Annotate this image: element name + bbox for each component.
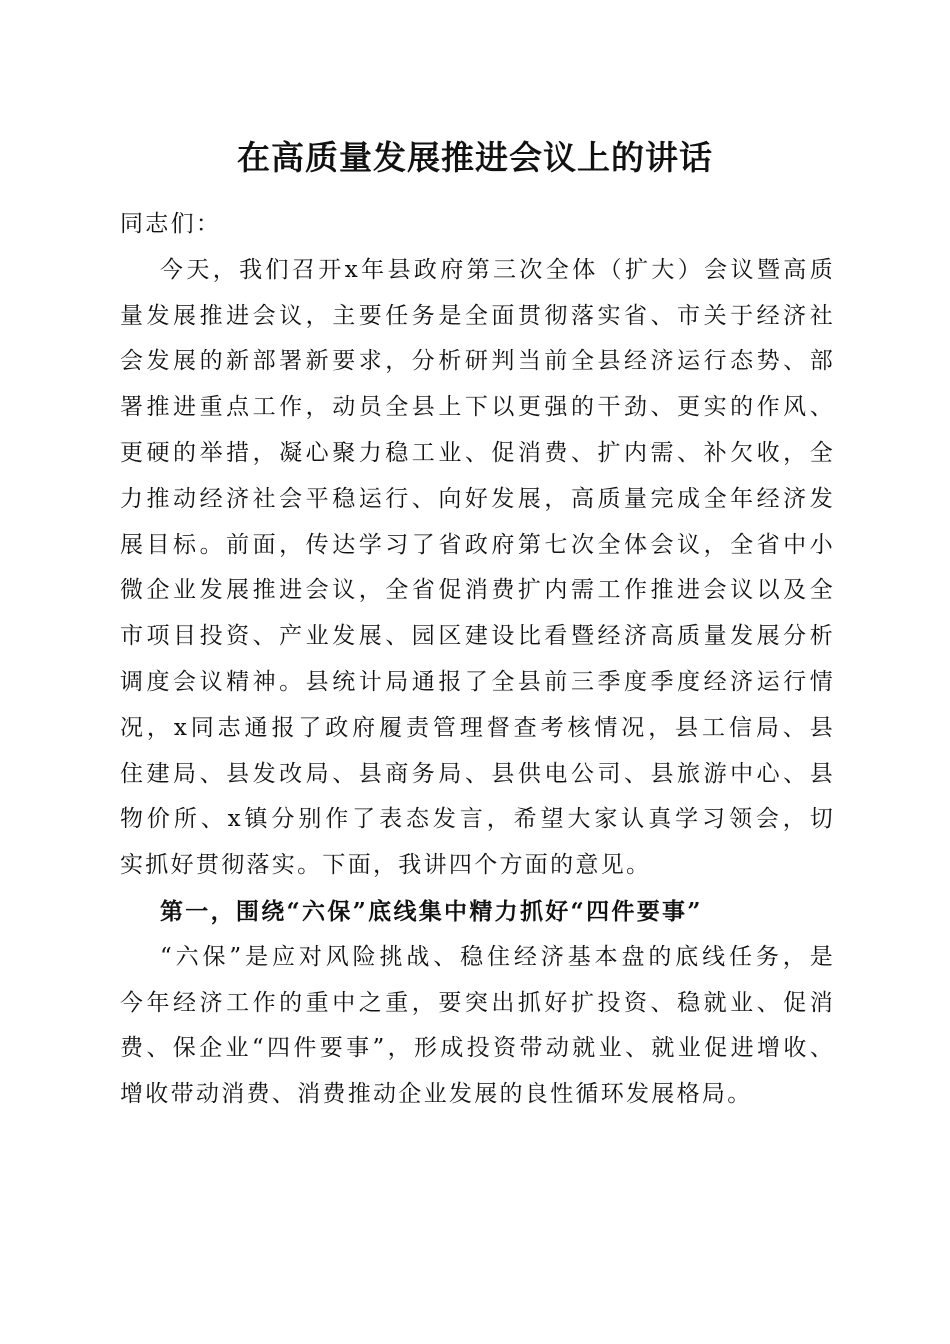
paragraph-line: 费、保企业“四件要事”，形成投资带动就业、就业促进增收、 [120, 1035, 835, 1062]
document-title: 在高质量发展推进会议上的讲话 [237, 138, 713, 177]
paragraph-line: 更硬的举措，凝心聚力稳工业、促消费、扩内需、补欠收，全 [120, 439, 835, 466]
paragraph-line: 微企业发展推进会议，全省促消费扩内需工作推进会议以及全 [120, 577, 835, 604]
paragraph-line: 展目标。前面，传达学习了省政府第七次全体会议，全省中小 [120, 531, 835, 558]
paragraph-line: 物价所、x镇分别作了表态发言，希望大家认真学习领会，切 [120, 806, 835, 833]
paragraph-line: “六保”是应对风险挑战、稳住经济基本盘的底线任务，是 [160, 943, 835, 970]
paragraph-line: 调度会议精神。县统计局通报了全县前三季度季度经济运行情 [120, 668, 835, 695]
paragraph-line: 市项目投资、产业发展、园区建设比看暨经济高质量发展分析 [120, 623, 835, 650]
paragraph-line: 量发展推进会议，主要任务是全面贯彻落实省、市关于经济社 [120, 302, 835, 329]
paragraph-line: 会发展的新部署新要求，分析研判当前全县经济运行态势、部 [120, 348, 835, 375]
paragraph-line: 住建局、县发改局、县商务局、县供电公司、县旅游中心、县 [120, 760, 835, 787]
section-heading: 第一，围绕“六保”底线集中精力抓好“四件要事” [160, 897, 703, 925]
salutation: 同志们： [120, 211, 222, 237]
paragraph-line: 今天，我们召开x年县政府第三次全体（扩大）会议暨高质 [160, 256, 835, 283]
paragraph-line: 力推动经济社会平稳运行、向好发展，高质量完成全年经济发 [120, 485, 835, 512]
paragraph-line: 增收带动消费、消费推动企业发展的良性循环发展格局。 [120, 1081, 753, 1108]
paragraph-line: 况，x同志通报了政府履责管理督查考核情况，县工信局、县 [120, 714, 835, 741]
paragraph-line: 署推进重点工作，动员全县上下以更强的干劲、更实的作风、 [120, 394, 835, 421]
paragraph-line: 今年经济工作的重中之重，要突出抓好扩投资、稳就业、促消 [120, 989, 835, 1016]
paragraph-1 [120, 248, 835, 889]
document-body [120, 202, 835, 1118]
paragraph-2 [120, 935, 835, 1118]
paragraph-line: 实抓好贯彻落实。下面，我讲四个方面的意见。 [120, 852, 652, 879]
